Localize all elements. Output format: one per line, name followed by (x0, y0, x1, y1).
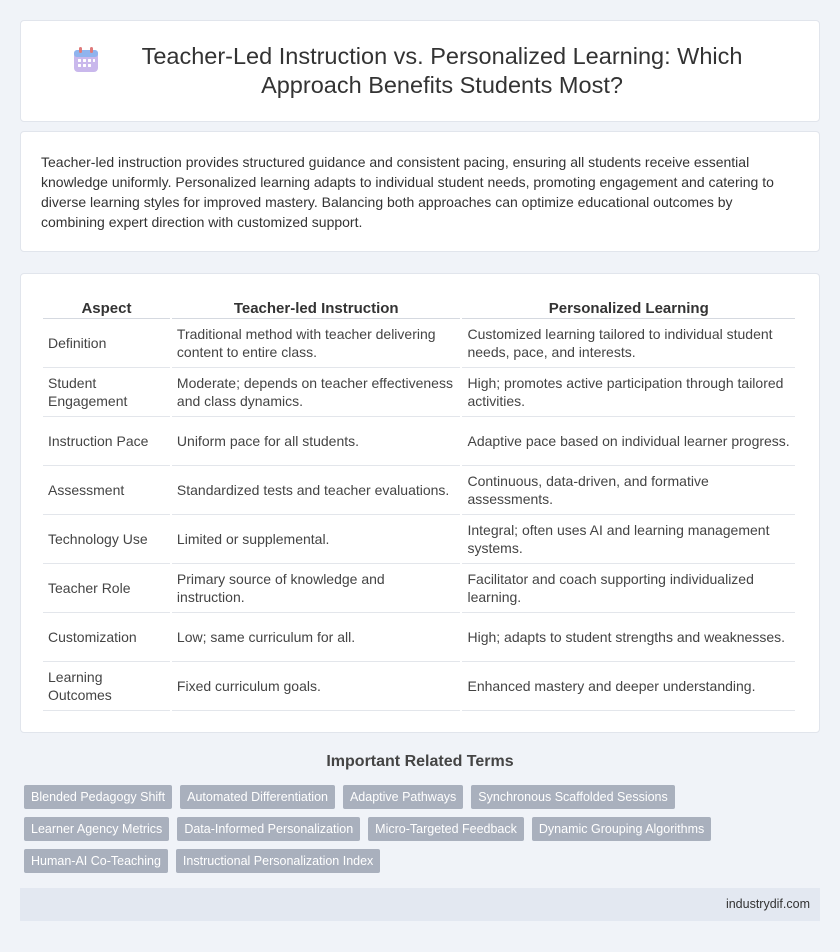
cell-teacher-led: Fixed curriculum goals. (172, 662, 461, 711)
cell-personalized: Facilitator and coach supporting individualized learning. (462, 564, 795, 613)
intro-text: Teacher-led instruction provides structured guidance and consistent pacing, ensuring all students receive essential knowledge uniformly. Personalized learning adapts to individual student needs, promoting engagement and catering to diverse learning styles for improved mastery. Balancing both approaches can optimize educational outcomes by combining expert direction with customized support. (41, 154, 774, 230)
cell-aspect: Student Engagement (43, 368, 170, 417)
cell-personalized: Continuous, data-driven, and formative assessments. (462, 466, 795, 515)
related-term-tag[interactable]: Instructional Personalization Index (176, 849, 380, 873)
cell-teacher-led: Uniform pace for all students. (172, 417, 461, 466)
table-row (43, 564, 795, 613)
table-row (43, 515, 795, 564)
cell-teacher-led: Primary source of knowledge and instruction. (172, 564, 461, 613)
cell-personalized: Adaptive pace based on individual learner progress. (462, 417, 795, 466)
related-terms-list (24, 785, 824, 873)
table-row (43, 368, 795, 417)
table-row (43, 319, 795, 368)
header-teacher-led: Teacher-led Instruction (172, 296, 461, 319)
related-term-tag[interactable]: Human-AI Co-Teaching (24, 849, 168, 873)
footer-site-link[interactable]: industrydif.com (725, 897, 810, 911)
cell-aspect: Teacher Role (43, 564, 170, 613)
table-row (43, 466, 795, 515)
related-term-tag[interactable]: Micro-Targeted Feedback (368, 817, 524, 841)
related-term-tag[interactable]: Synchronous Scaffolded Sessions (471, 785, 674, 809)
cell-personalized: Integral; often uses AI and learning management systems. (462, 515, 795, 564)
cell-aspect: Technology Use (43, 515, 170, 564)
intro-card (20, 131, 820, 252)
table-header-row (43, 296, 795, 319)
header-aspect: Aspect (43, 296, 170, 319)
header-personalized: Personalized Learning (462, 296, 795, 319)
footer (20, 888, 820, 921)
cell-teacher-led: Traditional method with teacher delivering content to entire class. (172, 319, 461, 368)
cell-personalized: Enhanced mastery and deeper understanding. (462, 662, 795, 711)
cell-personalized: High; adapts to student strengths and weaknesses. (462, 613, 795, 662)
cell-aspect: Learning Outcomes (43, 662, 170, 711)
cell-teacher-led: Moderate; depends on teacher effectiveness and class dynamics. (172, 368, 461, 417)
table-row (43, 662, 795, 711)
related-term-tag[interactable]: Automated Differentiation (180, 785, 335, 809)
title-card (20, 20, 820, 122)
related-term-tag[interactable]: Adaptive Pathways (343, 785, 463, 809)
cell-personalized: Customized learning tailored to individual student needs, pace, and interests. (462, 319, 795, 368)
calendar-icon (71, 45, 101, 75)
table-row (43, 613, 795, 662)
comparison-table (41, 296, 797, 711)
comparison-table-card (20, 273, 820, 733)
cell-aspect: Definition (43, 319, 170, 368)
related-term-tag[interactable]: Learner Agency Metrics (24, 817, 169, 841)
cell-teacher-led: Limited or supplemental. (172, 515, 461, 564)
related-term-tag[interactable]: Blended Pedagogy Shift (24, 785, 172, 809)
table-row (43, 417, 795, 466)
cell-teacher-led: Standardized tests and teacher evaluations. (172, 466, 461, 515)
related-term-tag[interactable]: Dynamic Grouping Algorithms (532, 817, 711, 841)
cell-aspect: Assessment (43, 466, 170, 515)
cell-teacher-led: Low; same curriculum for all. (172, 613, 461, 662)
page-title: Teacher-Led Instruction vs. Personalized Learning: Which Approach Benefits Students Most? (141, 43, 743, 98)
related-terms-title: Important Related Terms (326, 753, 514, 770)
cell-personalized: High; promotes active participation through tailored activities. (462, 368, 795, 417)
related-term-tag[interactable]: Data-Informed Personalization (177, 817, 360, 841)
cell-aspect: Customization (43, 613, 170, 662)
cell-aspect: Instruction Pace (43, 417, 170, 466)
